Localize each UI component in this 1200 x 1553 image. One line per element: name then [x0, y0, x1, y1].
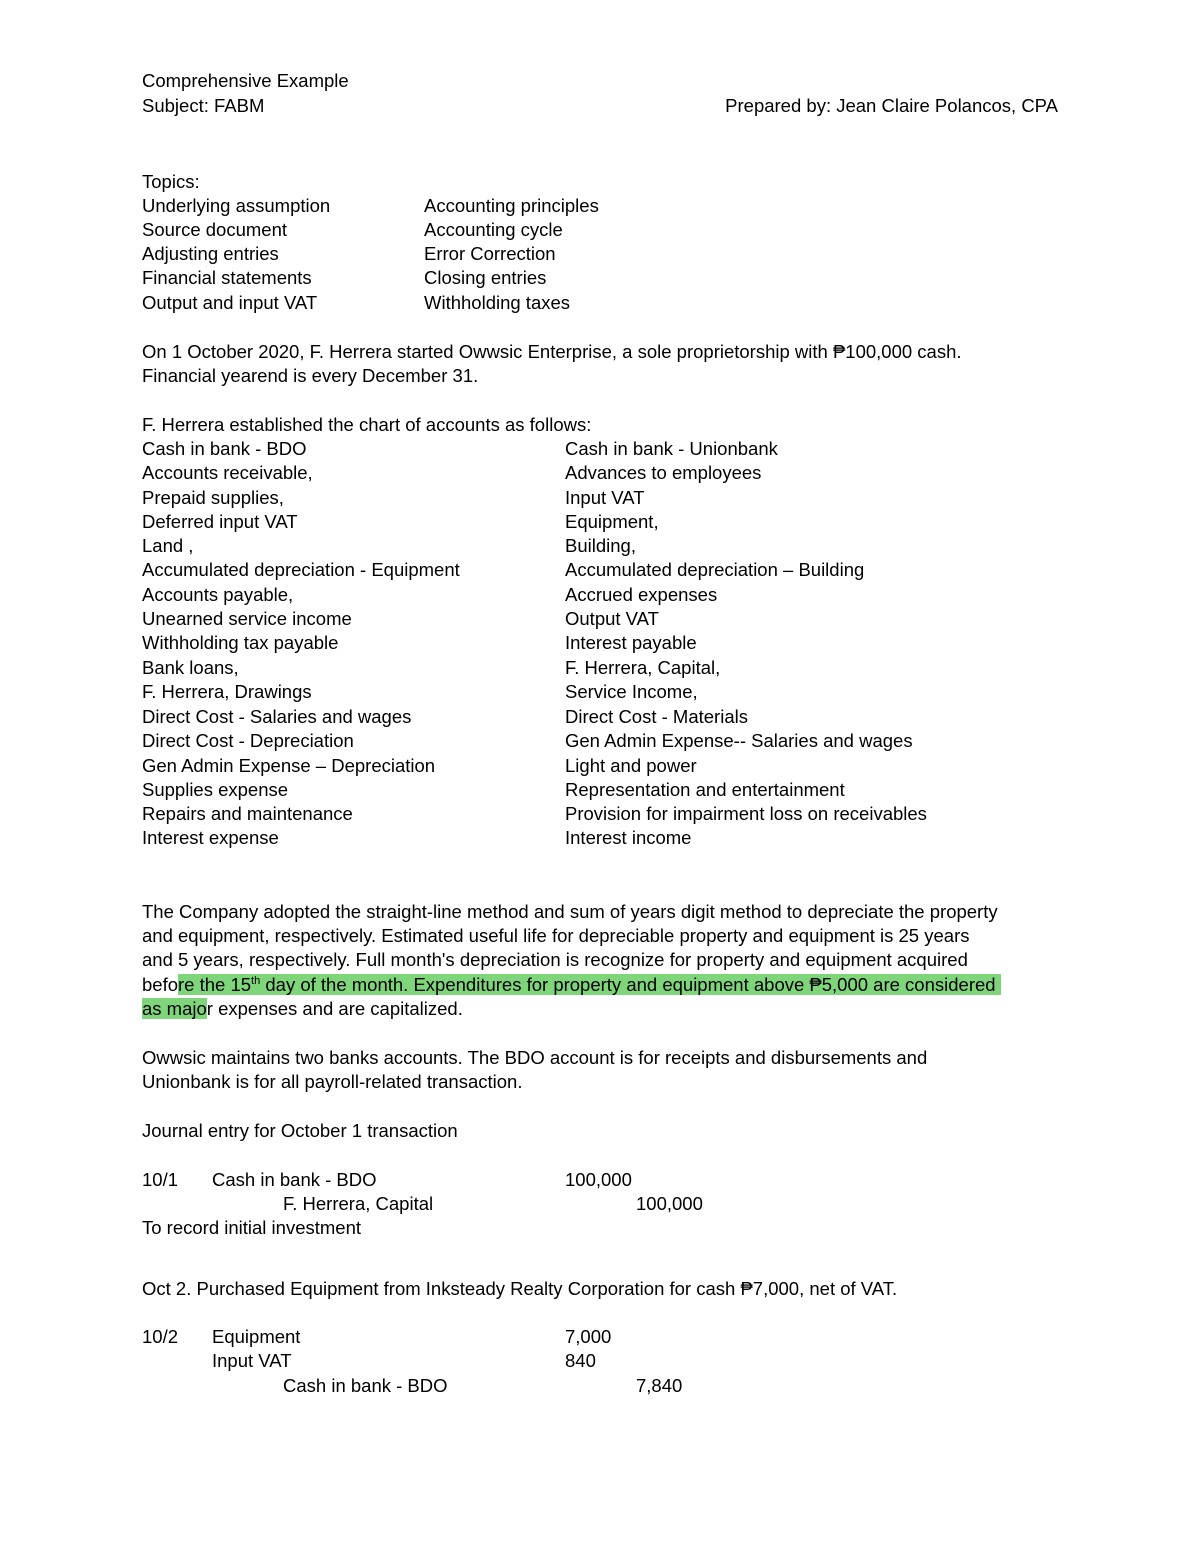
topic-item: Underlying assumption: [142, 195, 331, 216]
account-item: Provision for impairment loss on receivables: [565, 803, 927, 824]
account-item: F. Herrera, Drawings: [142, 681, 312, 702]
account-item: Supplies expense: [142, 779, 289, 800]
account-item: Withholding tax payable: [142, 632, 339, 653]
chart-of-accounts-heading: F. Herrera established the chart of accounts as follows:: [142, 414, 592, 435]
account-item: Accumulated depreciation - Equipment: [142, 559, 460, 580]
paragraph-line: [142, 997, 463, 1021]
paragraph-line: Unionbank is for all payroll-related transaction.: [142, 1071, 523, 1092]
prepared-by: Prepared by: Jean Claire Polancos, CPA: [725, 95, 1058, 116]
topic-item: Withholding taxes: [424, 292, 571, 313]
account-item: Service Income,: [565, 681, 698, 702]
journal-intro: Journal entry for October 1 transaction: [142, 1120, 458, 1141]
paragraph-line: and 5 years, respectively. Full month's depreciation is recognize for property and equipment acquired: [142, 949, 968, 970]
topic-item: Accounting principles: [424, 195, 599, 216]
account-item: Deferred input VAT: [142, 511, 298, 532]
paragraph-text: day of the month. Expenditures for property and equipment above ₱5,000 are considered: [260, 974, 996, 995]
document-title: Comprehensive Example: [142, 70, 349, 91]
account-item: Cash in bank - Unionbank: [565, 438, 778, 459]
topic-item: Accounting cycle: [424, 219, 563, 240]
topic-item: Source document: [142, 219, 288, 240]
subject-line: Subject: FABM: [142, 95, 265, 116]
topic-item: Adjusting entries: [142, 243, 279, 264]
debit-account: Cash in bank - BDO: [212, 1169, 377, 1190]
paragraph-text: r expenses and are capitalized.: [206, 998, 463, 1019]
account-item: Accounts payable,: [142, 584, 294, 605]
account-item: Direct Cost - Salaries and wages: [142, 706, 412, 727]
account-item: Prepaid supplies,: [142, 487, 284, 508]
account-item: Interest income: [565, 827, 692, 848]
account-item: Land ,: [142, 535, 194, 556]
account-item: Gen Admin Expense – Depreciation: [142, 755, 436, 776]
highlighted-text: [178, 974, 1001, 995]
debit-amount: 100,000: [565, 1169, 632, 1190]
account-item: Accrued expenses: [565, 584, 718, 605]
paragraph-line: [142, 973, 1001, 997]
account-item: Building,: [565, 535, 636, 556]
account-item: Output VAT: [565, 608, 659, 629]
intro-line: Financial yearend is every December 31.: [142, 365, 479, 386]
account-item: Representation and entertainment: [565, 779, 845, 800]
account-item: Direct Cost - Depreciation: [142, 730, 354, 751]
account-item: Direct Cost - Materials: [565, 706, 748, 727]
account-item: Interest payable: [565, 632, 697, 653]
account-item: Repairs and maintenance: [142, 803, 353, 824]
account-item: Interest expense: [142, 827, 279, 848]
debit-amount: 840: [565, 1350, 596, 1371]
entry-explanation: To record initial investment: [142, 1217, 362, 1238]
account-item: Bank loans,: [142, 657, 239, 678]
credit-amount: 100,000: [636, 1193, 703, 1214]
credit-amount: 7,840: [636, 1375, 683, 1396]
account-item: Cash in bank - BDO: [142, 438, 307, 459]
paragraph-line: and equipment, respectively. Estimated useful life for depreciable property and equipment is 25 years: [142, 925, 970, 946]
topics-label: Topics:: [142, 171, 200, 192]
debit-amount: 7,000: [565, 1326, 612, 1347]
entry-date: 10/2: [142, 1326, 179, 1347]
account-item: Accounts receivable,: [142, 462, 313, 483]
intro-line: On 1 October 2020, F. Herrera started Owwsic Enterprise, a sole proprietorship with ₱100,000 cash.: [142, 341, 962, 362]
account-item: Light and power: [565, 755, 697, 776]
paragraph-line: The Company adopted the straight-line method and sum of years digit method to depreciate the property: [142, 901, 998, 922]
paragraph-text: befo: [142, 974, 179, 995]
superscript: th: [251, 974, 261, 987]
credit-account: F. Herrera, Capital: [283, 1193, 434, 1214]
account-item: Equipment,: [565, 511, 659, 532]
account-item: Unearned service income: [142, 608, 352, 629]
account-item: Gen Admin Expense-- Salaries and wages: [565, 730, 913, 751]
debit-account: Input VAT: [212, 1350, 292, 1371]
highlighted-text: as majo: [142, 998, 207, 1019]
credit-account: Cash in bank - BDO: [283, 1375, 448, 1396]
account-item: Input VAT: [565, 487, 645, 508]
debit-account: Equipment: [212, 1326, 301, 1347]
account-item: Accumulated depreciation – Building: [565, 559, 865, 580]
account-item: F. Herrera, Capital,: [565, 657, 721, 678]
paragraph-line: Owwsic maintains two banks accounts. The BDO account is for receipts and disbursements and: [142, 1047, 928, 1068]
topic-item: Financial statements: [142, 267, 312, 288]
topic-item: Error Correction: [424, 243, 556, 264]
account-item: Advances to employees: [565, 462, 762, 483]
paragraph-text: re the 15: [178, 974, 252, 995]
topic-item: Closing entries: [424, 267, 547, 288]
entry-date: 10/1: [142, 1169, 179, 1190]
topic-item: Output and input VAT: [142, 292, 318, 313]
transaction-description: Oct 2. Purchased Equipment from Inksteady Realty Corporation for cash ₱7,000, net of VAT.: [142, 1278, 898, 1299]
